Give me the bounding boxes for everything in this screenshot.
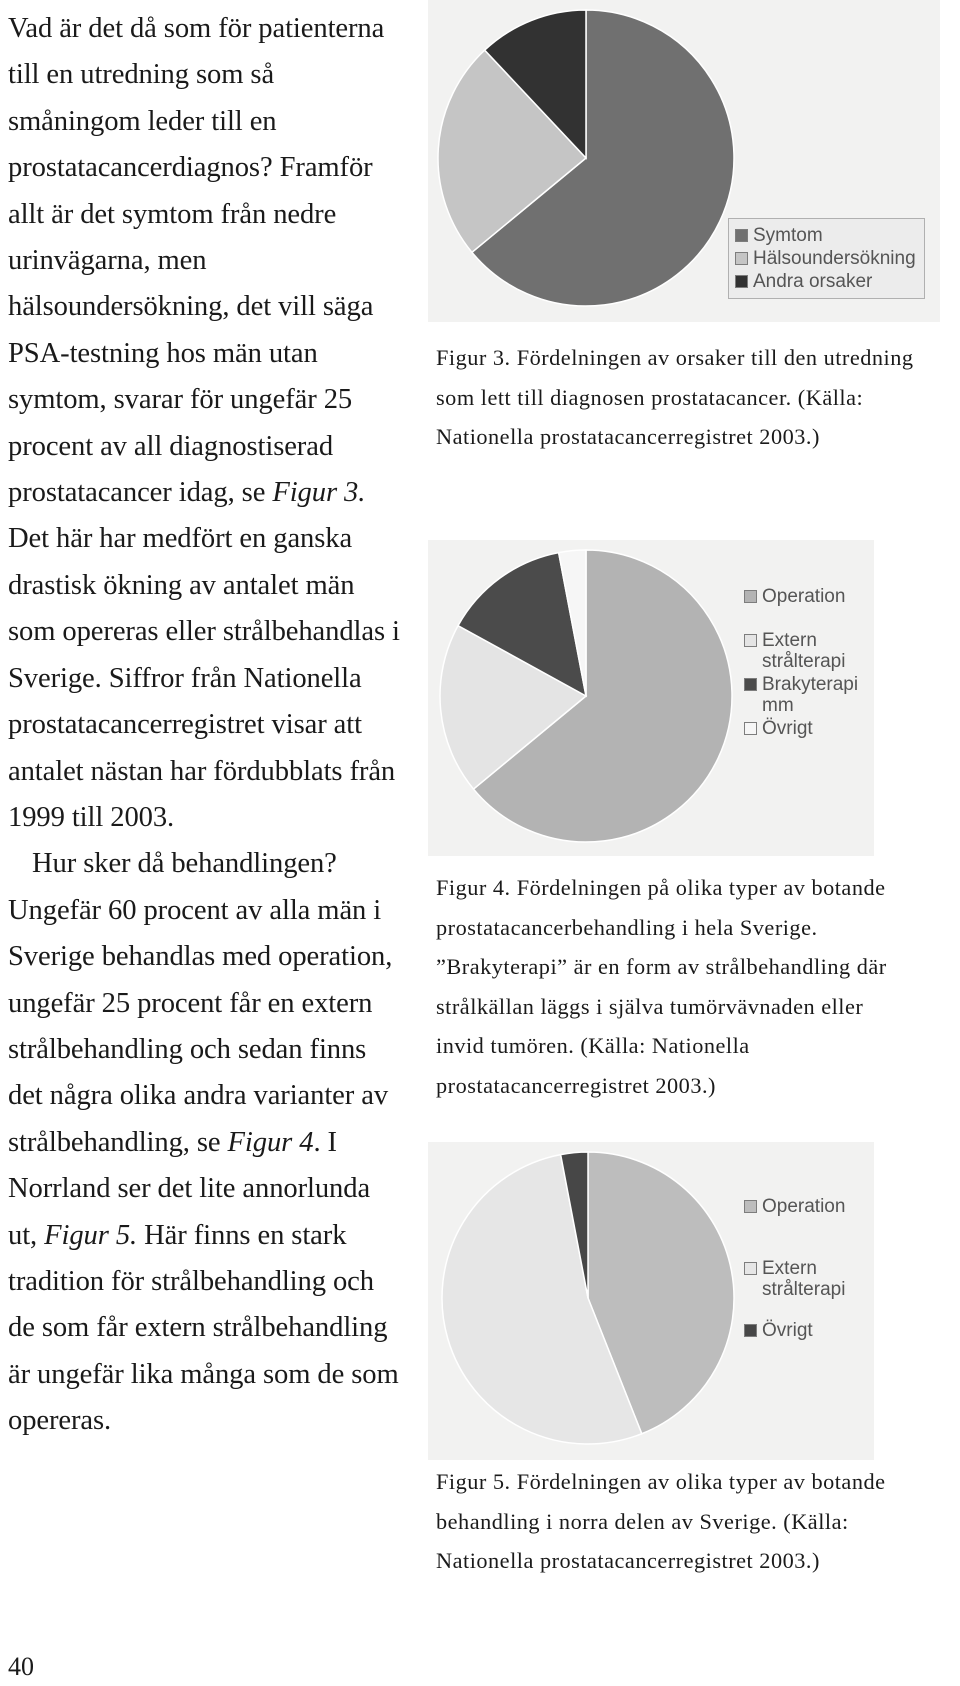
legend-swatch	[744, 590, 757, 603]
legend-item	[744, 1320, 845, 1341]
paragraph-1-text-cont: Det här har medfört en ganska drastisk ökning av antalet män som opereras eller strålbehandlas i Sverige. Siffror från Nationella prostatacancerregistret visar att antalet nästan har fördubblats från 1999 till 2003.	[8, 523, 400, 833]
legend-swatch	[735, 252, 748, 265]
paragraph-1-text: Vad är det då som för patienterna till en utredning som så småningom leder till en prostatacancerdiagnos? Framför allt är det symtom från nedre urinvägarna, men hälsoundersökning, det vill säga PSA-testning hos män utan symtom, svarar för ungefär 25 procent av all diagnostiserad prostatacancer idag, se	[8, 13, 385, 509]
legend-item	[744, 1196, 845, 1217]
paragraph-2-text: Hur sker då behandlingen? Ungefär 60 procent av alla män i Sverige behandlas med operation, ungefär 25 procent får en extern strålbehandling och sedan finns det några olika andra varianter av strålbehandling, se	[8, 848, 393, 1158]
legend-label: Symtom	[753, 225, 823, 246]
figure-5-caption: Figur 5. Fördelningen av olika typer av botande behandling i norra delen av Sverige. (Källa: Nationella prostatacancerregistret 2003.)	[436, 1469, 886, 1573]
body-text	[8, 6, 400, 1445]
legend-label: Operation	[762, 1196, 846, 1217]
paragraph-2	[8, 841, 400, 1444]
legend-item	[735, 248, 916, 269]
legend-swatch	[744, 722, 757, 735]
legend-item	[744, 718, 858, 739]
legend-label: Operation	[762, 586, 846, 607]
figure-3-caption: Figur 3. Fördelningen av orsaker till den utredning som lett till diagnosen prostatacancer. (Källa: Nationella prostatacancerregistret 2003.)	[436, 345, 914, 449]
figure-4-legend	[744, 586, 858, 741]
figure-3-reference: Figur 3.	[272, 477, 366, 509]
legend-label: Brakyterapi mm	[762, 674, 859, 716]
legend-item	[744, 630, 858, 672]
legend-label: Övrigt	[762, 1320, 813, 1341]
legend-swatch	[735, 229, 748, 242]
paragraph-1	[8, 6, 400, 841]
paragraph-2-text-mid: . I Norrland ser det lite annorlunda ut,	[8, 1126, 371, 1251]
legend-item	[744, 674, 858, 716]
legend-swatch	[744, 1324, 757, 1337]
figure-3-legend	[728, 218, 925, 299]
legend-label: Övrigt	[762, 718, 813, 739]
legend-swatch	[744, 634, 757, 647]
figure-4-caption: Figur 4. Fördelningen på olika typer av botande prostatacancerbehandling i hela Sverige. ”Brakyterapi” är en form av strålbehandling där strålkällan läggs i själva tumörvävnaden eller invid tumören. (Källa: Nationella prostatacancerregistret 2003.)	[436, 875, 887, 1098]
legend-item	[735, 271, 916, 292]
figure-4-reference: Figur 4	[227, 1126, 314, 1158]
legend-label: Extern strålterapi	[762, 1258, 846, 1300]
figure-5-reference: Figur 5.	[44, 1219, 138, 1251]
legend-swatch	[744, 1262, 757, 1275]
paragraph-2-text-end: Här finns en stark tradition för strålbehandling och de som får extern strålbehandling är ungefär lika många som de som opereras.	[8, 1219, 399, 1437]
legend-label: Hälsoundersökning	[753, 248, 916, 269]
page-number: 40	[8, 1652, 34, 1681]
legend-swatch	[744, 1200, 757, 1213]
figure-5-legend	[744, 1196, 845, 1343]
legend-label: Andra orsaker	[753, 271, 873, 292]
legend-label: Extern strålterapi	[762, 630, 846, 672]
legend-item	[735, 225, 916, 246]
legend-swatch	[744, 678, 757, 691]
legend-swatch	[735, 275, 748, 288]
legend-item	[744, 1258, 845, 1300]
legend-item	[744, 586, 858, 607]
